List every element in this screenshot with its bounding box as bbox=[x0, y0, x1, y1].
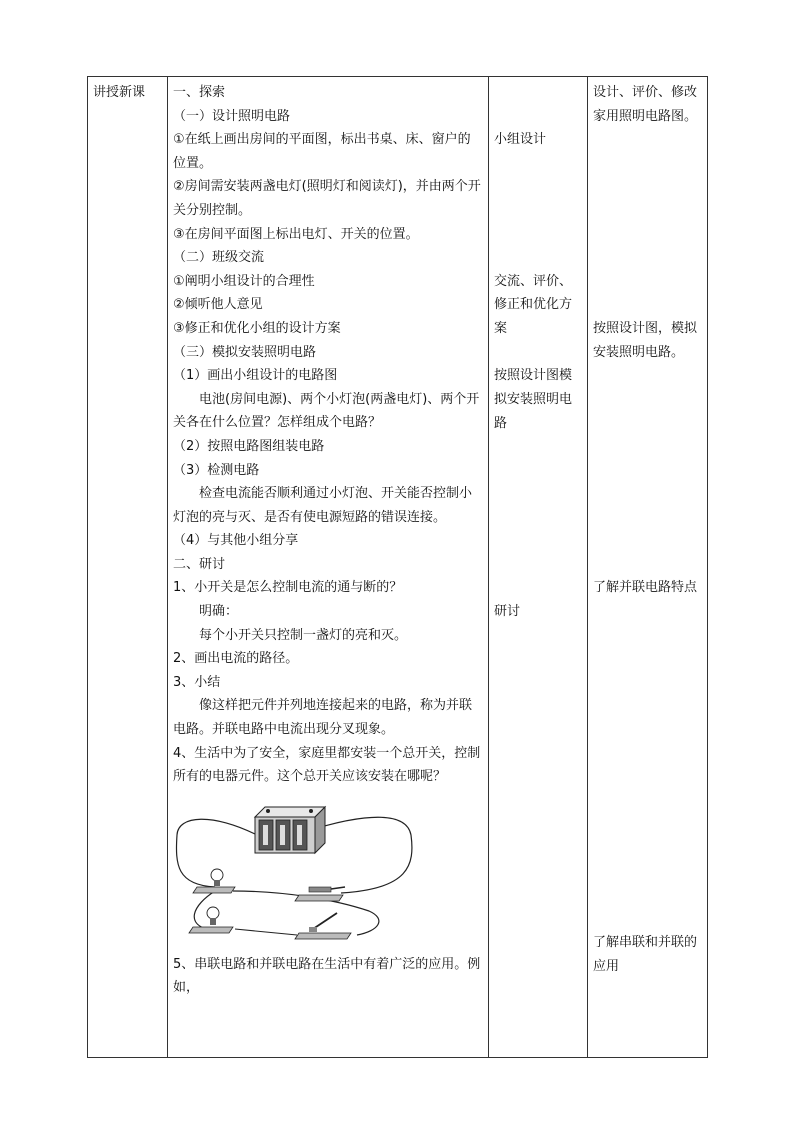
content-line: ①阐明小组设计的合理性 bbox=[173, 273, 315, 289]
purpose-application: 了解串联和并联的应用 bbox=[593, 934, 698, 974]
light-bulb-icon bbox=[193, 869, 235, 893]
content-line: ②倾听他人意见 bbox=[173, 297, 263, 313]
content-line: 一、探索 bbox=[173, 85, 226, 100]
battery-icon bbox=[255, 807, 325, 853]
content-line: 2、画出电流的路径。 bbox=[173, 651, 299, 667]
spacer bbox=[593, 364, 702, 576]
content-line: ①在纸上画出房间的平面图，标出书桌、床、窗户的位置。 bbox=[173, 132, 471, 171]
parallel-circuit-illustration bbox=[173, 795, 413, 945]
clarify-label: 明确： bbox=[199, 604, 239, 620]
summary-paragraph: 像这样把元件并列地连接起来的电路，称为并联电路。并联电路中电流出现分叉现象。 bbox=[173, 698, 473, 738]
knife-switch-icon bbox=[295, 913, 351, 939]
content-line: 二、研讨 bbox=[173, 556, 226, 572]
purpose-cell bbox=[588, 77, 708, 1058]
lesson-plan-table bbox=[87, 76, 708, 1058]
spacer bbox=[494, 81, 582, 128]
activity-cell bbox=[489, 77, 588, 1058]
stage-label: 讲授新课 bbox=[93, 85, 146, 100]
content-line: （三）模拟安装照明电路 bbox=[173, 344, 317, 360]
content-line: （2）按照电路图组装电路 bbox=[173, 438, 325, 454]
content-cell bbox=[168, 77, 489, 1058]
content-line: （二）班级交流 bbox=[173, 250, 265, 266]
each-switch-paragraph: 每个小开关只控制一盏灯的亮和灭。 bbox=[199, 627, 408, 643]
content-line: ③修正和优化小组的设计方案 bbox=[173, 320, 341, 336]
content-line: 1、小开关是怎么控制电流的通与断的？ bbox=[173, 580, 403, 596]
content-line: （3）检测电路 bbox=[173, 462, 260, 478]
knife-switch-icon bbox=[295, 887, 345, 901]
content-line: （一）设计照明电路 bbox=[173, 108, 291, 124]
spacer bbox=[593, 128, 702, 317]
activity-group-design: 小组设计 bbox=[494, 132, 547, 147]
check-paragraph: 检查电流能否顺利通过小灯泡、开关能否控制小灯泡的亮与灭、是否有使电源短路的错误连接。 bbox=[173, 486, 473, 525]
spacer bbox=[494, 340, 582, 364]
content-line: （1）画出小组设计的电路图 bbox=[173, 368, 338, 384]
spacer bbox=[494, 152, 582, 270]
question-4-paragraph: 4、生活中为了安全，家庭里都安装一个总开关，控制所有的电器元件。这个总开关应该安装在哪呢？ bbox=[173, 745, 481, 785]
purpose-design: 设计、评价、修改家用照明电路图。 bbox=[593, 85, 698, 124]
question-5-paragraph: 5、串联电路和并联电路在生活中有着广泛的应用。例如， bbox=[173, 956, 481, 996]
activity-discuss: 研讨 bbox=[494, 604, 521, 620]
purpose-parallel: 了解并联电路特点 bbox=[593, 580, 698, 596]
content-line: 3、小结 bbox=[173, 674, 221, 690]
spacer bbox=[593, 600, 702, 931]
activity-simulate: 按照设计图模拟安装照明电路 bbox=[494, 368, 573, 431]
activity-exchange: 交流、评价、修正和优化方案 bbox=[494, 273, 573, 336]
stage-cell bbox=[88, 77, 168, 1058]
content-line: （4）与其他小组分享 bbox=[173, 533, 299, 549]
purpose-simulate: 按照设计图，模拟安装照明电路。 bbox=[593, 321, 698, 360]
content-line: ③在房间平面图上标出电灯、开关的位置。 bbox=[173, 226, 419, 242]
content-line: ②房间需安装两盏电灯(照明灯和阅读灯)，并由两个开关分别控制。 bbox=[173, 179, 481, 218]
parallel-circuit-figure bbox=[173, 795, 483, 945]
battery-paragraph: 电池(房间电源)、两个小灯泡(两盏电灯)、两个开关各在什么位置？怎样组成个电路？ bbox=[173, 391, 480, 431]
spacer bbox=[494, 435, 582, 600]
